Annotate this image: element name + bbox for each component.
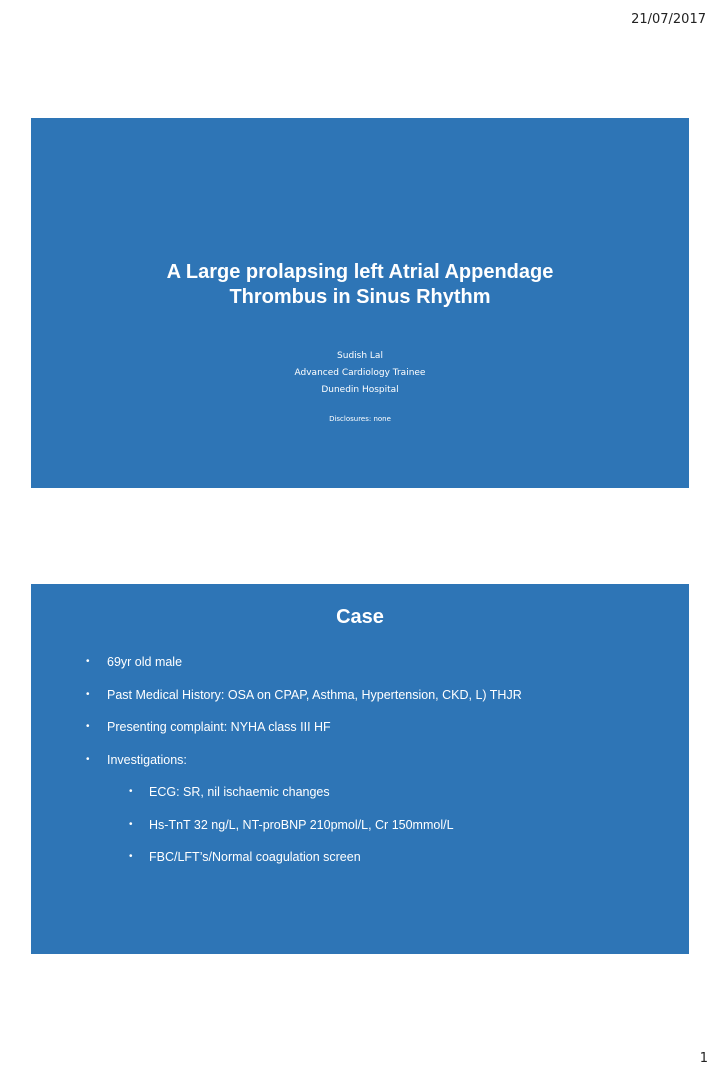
list-item bbox=[31, 817, 689, 850]
list-item bbox=[31, 719, 689, 752]
slide-title: Case bbox=[336, 606, 384, 628]
bullet-icon: • bbox=[86, 753, 90, 765]
bullet-icon: • bbox=[129, 851, 133, 862]
title-line-2: Thrombus in Sinus Rhythm bbox=[229, 286, 491, 308]
bullet-text: FBC/LFT’s/Normal coagulation screen bbox=[149, 850, 361, 864]
bullet-text: Investigations: bbox=[107, 752, 187, 767]
bullet-text: Past Medical History: OSA on CPAP, Asthma, Hypertension, CKD, L) THJR bbox=[107, 687, 522, 702]
list-item bbox=[31, 687, 689, 720]
case-slide bbox=[31, 584, 689, 954]
bullet-icon: • bbox=[86, 721, 90, 732]
list-item bbox=[31, 849, 689, 882]
slide-title bbox=[31, 260, 689, 310]
author-name: Sudish Lal bbox=[337, 351, 383, 361]
title-slide bbox=[31, 118, 689, 488]
bullet-icon: • bbox=[129, 786, 133, 797]
author-role: Advanced Cardiology Trainee bbox=[294, 368, 426, 378]
disclosures: Disclosures: none bbox=[329, 415, 391, 423]
bullet-list bbox=[31, 654, 689, 882]
title-line-1: A Large prolapsing left Atrial Appendage bbox=[166, 261, 554, 283]
bullet-icon: • bbox=[129, 818, 133, 830]
bullet-icon: • bbox=[86, 656, 90, 667]
page-number: 1 bbox=[699, 1051, 708, 1066]
bullet-text: 69yr old male bbox=[107, 655, 183, 669]
list-item bbox=[31, 784, 689, 817]
bullet-icon: • bbox=[86, 688, 90, 700]
author-institution: Dunedin Hospital bbox=[321, 385, 399, 395]
page-date: 21/07/2017 bbox=[631, 12, 706, 27]
list-item bbox=[31, 752, 689, 785]
bullet-text: ECG: SR, nil ischaemic changes bbox=[149, 785, 330, 799]
presenter-info bbox=[31, 348, 689, 399]
bullet-text: Hs-TnT 32 ng/L, NT-proBNP 210pmol/L, Cr 150mmol/L bbox=[149, 817, 454, 832]
list-item bbox=[31, 654, 689, 687]
bullet-text: Presenting complaint: NYHA class III HF bbox=[107, 720, 331, 734]
